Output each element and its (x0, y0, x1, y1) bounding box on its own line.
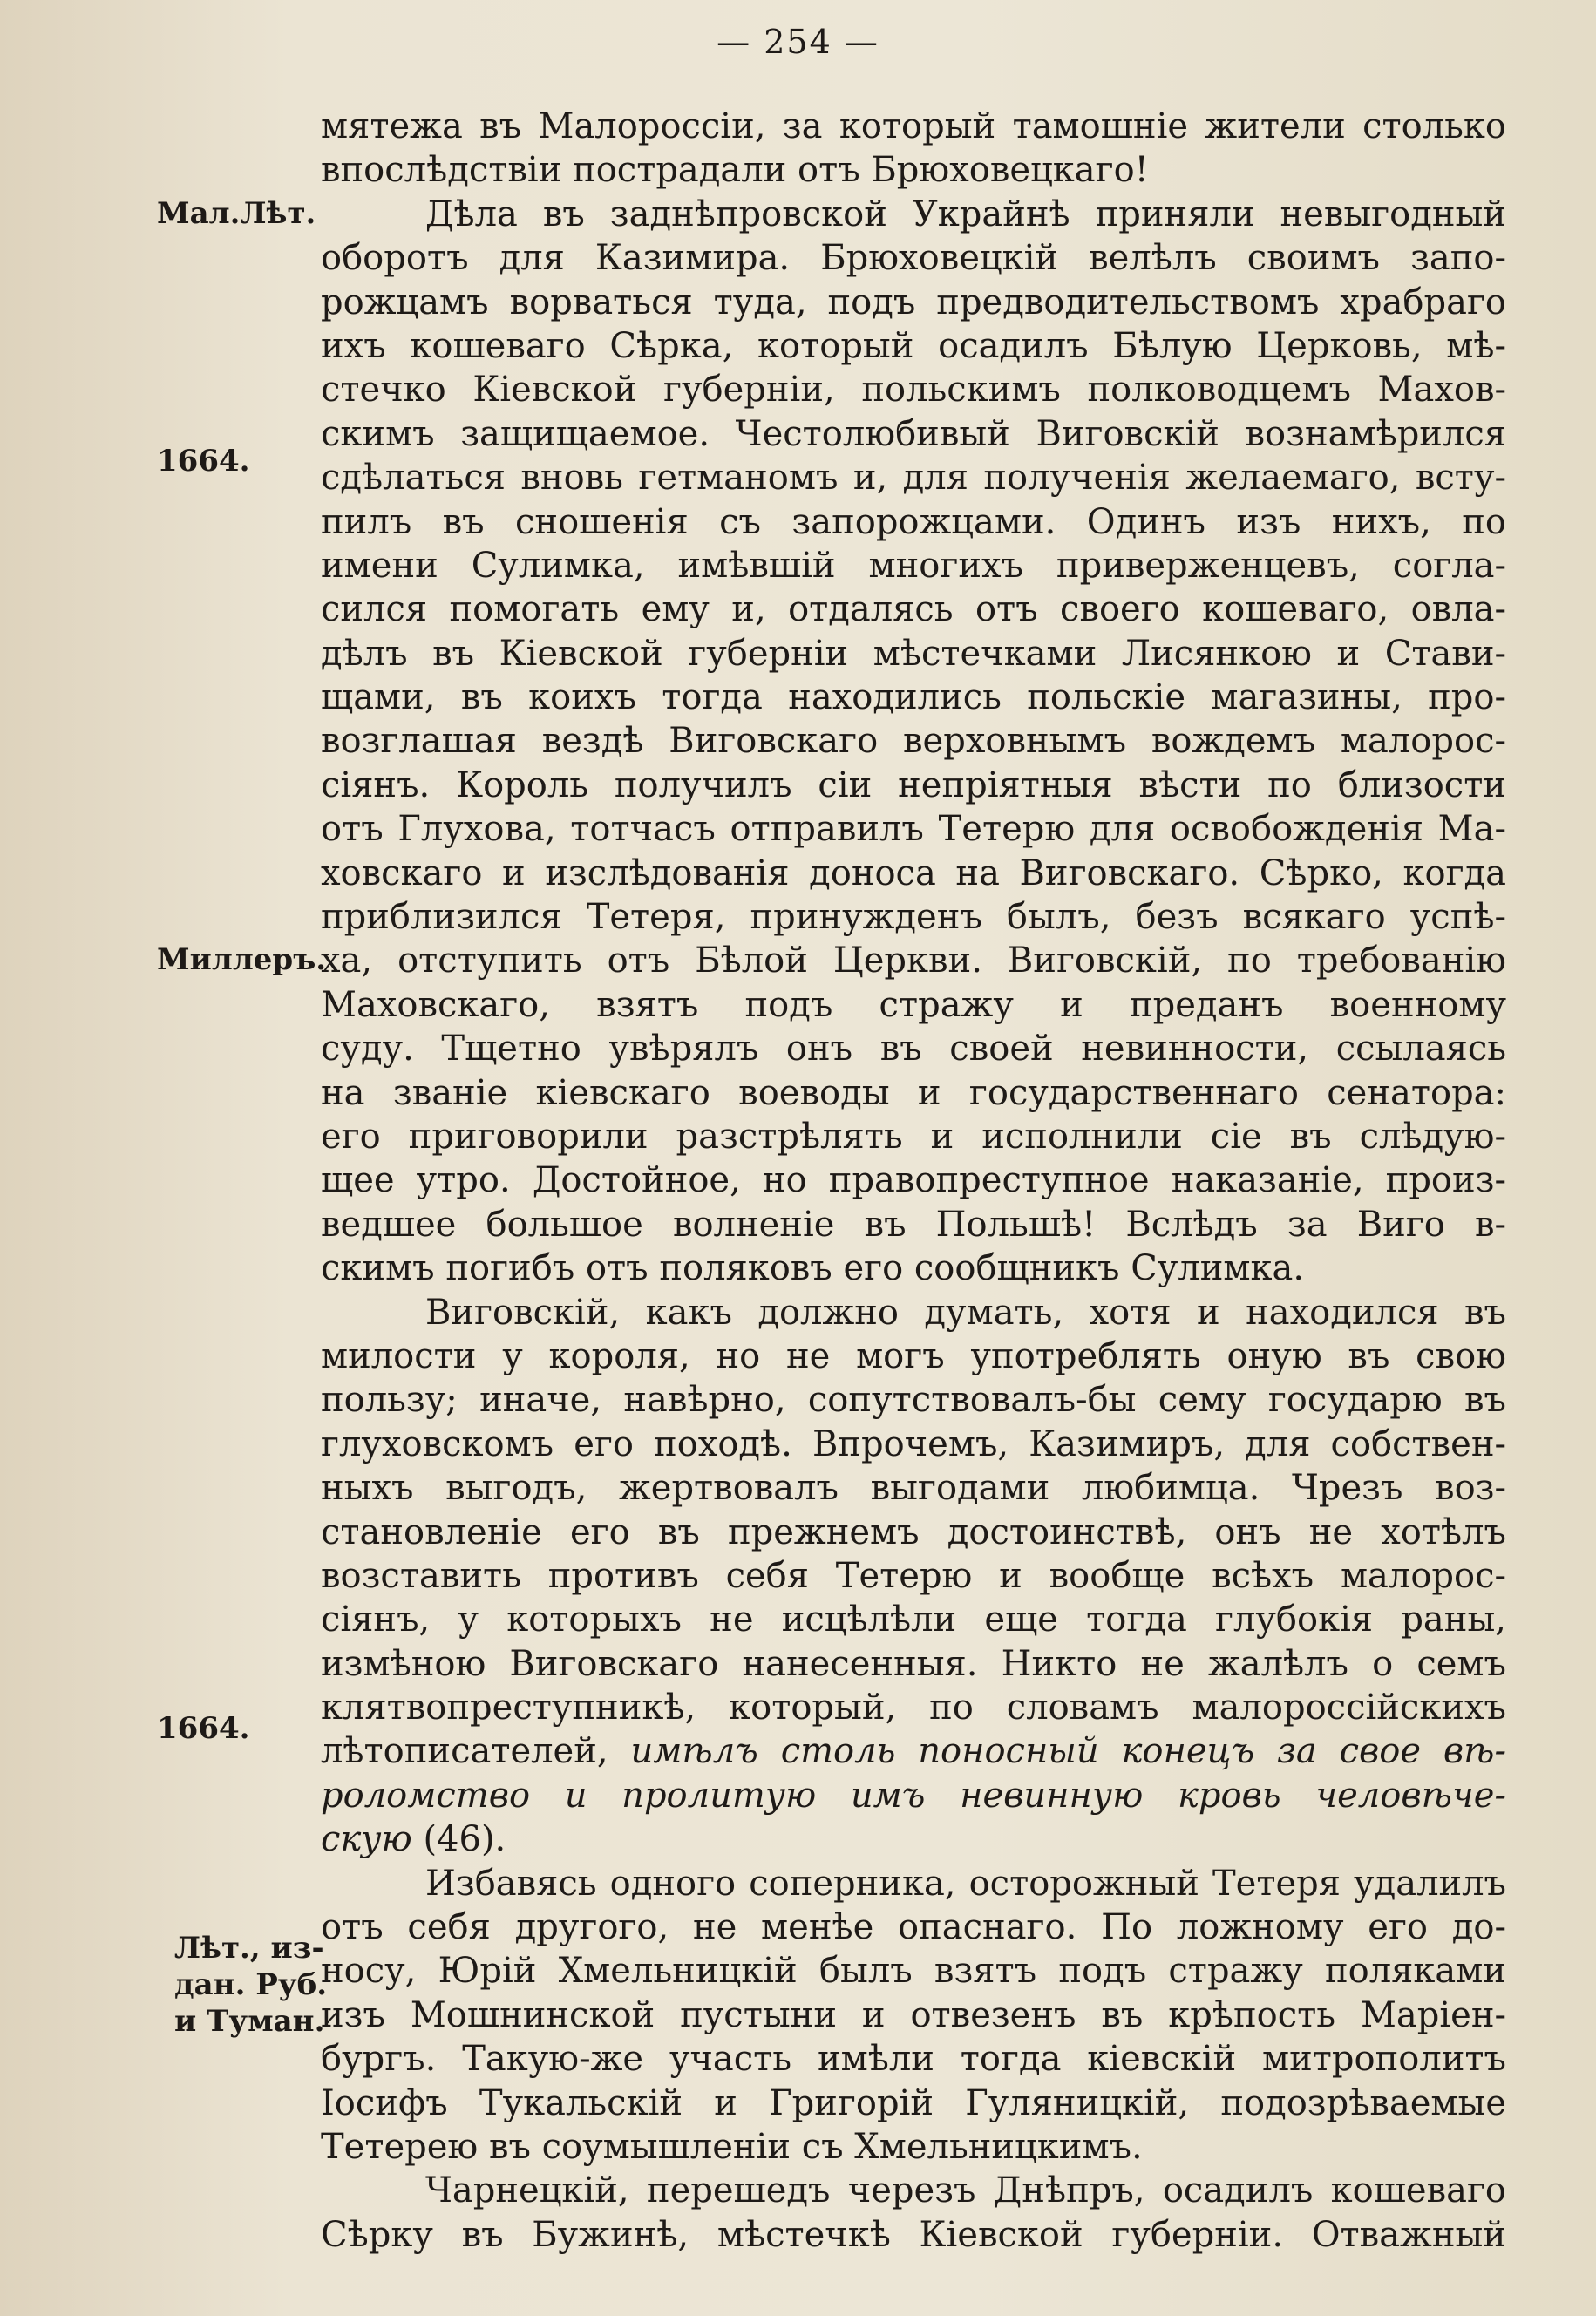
text-line: скимъ защищаемое. Честолюбивый Виговскій вознамѣрился (321, 413, 1506, 454)
text-line: сіянъ. Король получилъ сіи непріятныя вѣсти по близости (321, 764, 1506, 805)
text-line: возставить противъ себя Тетерю и вообще всѣхъ малорос- (321, 1555, 1506, 1596)
margin-note-year-1664-b (157, 1710, 323, 1747)
text-line: скимъ погибъ отъ поляковъ его сообщникъ Сулимка. (321, 1248, 1305, 1289)
paragraph-start-line: Виговскій, какъ должно думать, хотя и находился въ (425, 1292, 1506, 1333)
italic-quote-line: роломство и пролитую имъ невинную кровь человѣче- (321, 1775, 1506, 1816)
text-line: стечко Кіевской губерніи, польскимъ полководцемъ Махов- (321, 370, 1506, 411)
text-line: возглашая вездѣ Виговскаго верховнымъ вождемъ малорос- (321, 721, 1506, 762)
text-line: суду. Тщетно увѣрялъ онъ въ своей невинности, ссылаясь (321, 1029, 1506, 1070)
text-line: сіянъ, у которыхъ не исцѣлѣли еще тогда глубокія раны, (321, 1599, 1506, 1640)
main-text (321, 105, 1506, 2257)
margin-note-line: 1664. (157, 444, 250, 479)
text-line: щее утро. Достойное, но правопреступное наказаніе, произ- (321, 1160, 1506, 1201)
footnote-ref: (46). (423, 1819, 506, 1860)
margin-note-year-1664 (157, 443, 323, 479)
italic-quote: имѣлъ столь поносный конецъ за свое вѣ- (630, 1731, 1506, 1772)
text-line-mixed (321, 1729, 1506, 1773)
page-number: — 254 — (717, 23, 879, 61)
text-line: щами, въ коихъ тогда находились польскіе магазины, про- (321, 677, 1506, 718)
text-line: оборотъ для Казимира. Брюховецкій велѣлъ своимъ запо- (321, 238, 1506, 279)
text-line: бургъ. Такую-же участь имѣли тогда кіевскій митрополитъ (321, 2039, 1506, 2080)
text-line: носу, Юрій Хмельницкій былъ взятъ подъ стражу поляками (321, 1951, 1506, 1992)
text-line: Маховскаго, взятъ подъ стражу и преданъ военному (321, 984, 1506, 1025)
margin-note-miller (157, 941, 327, 978)
margin-note-line: дан. Руб. (174, 1967, 328, 2002)
text-line: клятвопреступникѣ, который, по словамъ малороссійскихъ (321, 1688, 1506, 1729)
text-line: Іосифъ Тукальскій и Григорій Гуляницкій, подозрѣваемые (321, 2082, 1506, 2123)
text-line: глуховскомъ его походѣ. Впрочемъ, Казимиръ, для собствен- (321, 1423, 1506, 1464)
paragraph-start-line: Избавясь одного соперника, осторожный Тетеря удалилъ (425, 1863, 1506, 1904)
text-line: сдѣлаться вновь гетманомъ и, для полученія желаемаго, всту- (321, 458, 1506, 499)
text-line: отъ себя другого, не менѣе опаснаго. По ложному его до- (321, 1907, 1506, 1948)
margin-note-sources (174, 1930, 331, 2040)
paragraph-start-line: Чарнецкій, перешедъ черезъ Днѣпръ, осадилъ кошеваго (425, 2170, 1506, 2211)
text-line: Тетерею въ соумышленіи съ Хмельницкимъ. (321, 2126, 1143, 2167)
text-line: его приговорили разстрѣлять и исполнили сіе въ слѣдую- (321, 1116, 1506, 1157)
text-line: сился помогать ему и, отдалясь отъ своего кошеваго, овла- (321, 589, 1506, 630)
margin-note-mal-let (157, 195, 323, 232)
italic-quote: скую (321, 1819, 412, 1860)
margin-note-line: Мал.Лѣт. (157, 196, 316, 231)
text-line: пилъ въ сношенія съ запорожцами. Одинъ изъ нихъ, по (321, 501, 1506, 542)
text-line: милости у короля, но не могъ употреблять оную въ свою (321, 1335, 1506, 1376)
text-line: впослѣдствіи пострадали отъ Брюховецкаго! (321, 150, 1149, 191)
margin-note-line: 1664. (157, 1711, 250, 1746)
text-line: ховскаго и изслѣдованія доноса на Виговскаго. Сѣрко, когда (321, 852, 1506, 893)
text-line: изъ Мошнинской пустыни и отвезенъ въ крѣпость Маріен- (321, 1994, 1506, 2035)
text-line: Сѣрку въ Бужинѣ, мѣстечкѣ Кіевской губерніи. Отважный (321, 2214, 1506, 2255)
text-line: ха, отступить отъ Бѣлой Церкви. Виговскій, по требованію (321, 941, 1506, 981)
text-line: становленіе его въ прежнемъ достоинствѣ, онъ не хотѣлъ (321, 1511, 1506, 1552)
text-line: измѣною Виговскаго нанесенныя. Никто не жалѣлъ о семъ (321, 1643, 1506, 1684)
margin-note-line: Лѣт., из- (174, 1931, 324, 1966)
text-line: приблизился Тетеря, принужденъ былъ, безъ всякаго успѣ- (321, 897, 1506, 938)
text-line: отъ Глухова, тотчасъ отправилъ Тетерю для освобожденія Ма- (321, 809, 1506, 850)
text-line: ихъ кошеваго Сѣрка, который осадилъ Бѣлую Церковь, мѣ- (321, 325, 1506, 366)
text-line: дѣлъ въ Кіевской губерніи мѣстечками Лисянкою и Стави- (321, 633, 1506, 674)
margin-note-line: и Туман. (174, 2004, 325, 2039)
text-line: ныхъ выгодъ, жертвовалъ выгодами любимца. Чрезъ воз- (321, 1468, 1506, 1509)
margin-note-line: Миллеръ. (157, 942, 327, 977)
text-line: рожцамъ ворваться туда, подъ предводительствомъ храбраго (321, 282, 1506, 323)
text-line: на званіе кіевскаго воеводы и государственнаго сенатора: (321, 1072, 1506, 1113)
text-span: лѣтописателей, (321, 1731, 608, 1772)
paragraph-start-line: Дѣла въ заднѣпровской Украйнѣ приняли невыгодный (425, 194, 1506, 234)
text-line-mixed (321, 1817, 1506, 1861)
text-line: ведшее большое волненіе въ Польшѣ! Вслѣдъ за Виго в- (321, 1204, 1506, 1245)
text-line: имени Сулимка, имѣвшій многихъ приверженцевъ, согла- (321, 545, 1506, 586)
text-line: пользу; иначе, навѣрно, сопутствовалъ-бы сему государю въ (321, 1380, 1506, 1421)
text-line: мятежа въ Малороссіи, за который тамошніе жители столько (321, 106, 1506, 146)
